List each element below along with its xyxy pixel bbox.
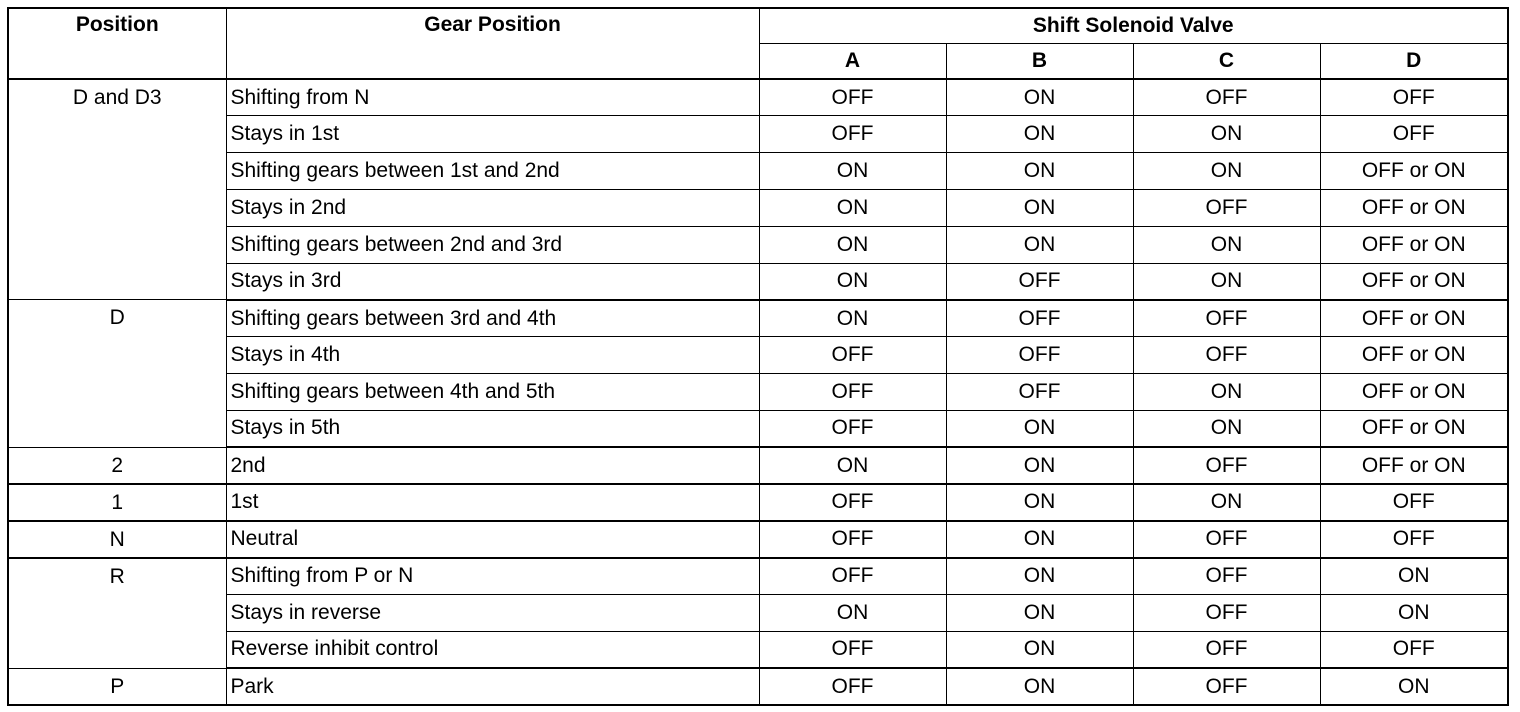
valve-c-cell: ON bbox=[1133, 226, 1320, 263]
table-row bbox=[8, 558, 1508, 595]
table-row bbox=[8, 668, 1508, 705]
valve-c-cell: ON bbox=[1133, 153, 1320, 190]
position-cell: N bbox=[8, 521, 226, 558]
valve-c-cell: OFF bbox=[1133, 668, 1320, 705]
gear-position-cell: Stays in reverse bbox=[226, 594, 759, 631]
valve-d-cell: OFF bbox=[1320, 631, 1508, 668]
valve-b-cell: ON bbox=[946, 668, 1133, 705]
valve-d-cell: OFF bbox=[1320, 521, 1508, 558]
table-row bbox=[8, 337, 1508, 374]
valve-c-cell: ON bbox=[1133, 374, 1320, 411]
gear-position-cell: Shifting gears between 3rd and 4th bbox=[226, 300, 759, 337]
gear-position-cell: Stays in 4th bbox=[226, 337, 759, 374]
gear-position-cell: Shifting gears between 2nd and 3rd bbox=[226, 226, 759, 263]
table-row bbox=[8, 521, 1508, 558]
valve-c-cell: OFF bbox=[1133, 521, 1320, 558]
valve-a-cell: OFF bbox=[759, 631, 946, 668]
valve-a-cell: OFF bbox=[759, 521, 946, 558]
table-row bbox=[8, 374, 1508, 411]
gear-position-cell: Shifting from P or N bbox=[226, 558, 759, 595]
valve-a-cell: ON bbox=[759, 189, 946, 226]
gear-position-cell: Stays in 5th bbox=[226, 410, 759, 447]
valve-d-cell: OFF or ON bbox=[1320, 447, 1508, 484]
gear-position-header: Gear Position bbox=[226, 8, 759, 79]
valve-a-cell: ON bbox=[759, 300, 946, 337]
valve-c-cell: OFF bbox=[1133, 558, 1320, 595]
valve-b-cell: ON bbox=[946, 631, 1133, 668]
table-row bbox=[8, 631, 1508, 668]
shift-solenoid-valve-header: Shift Solenoid Valve bbox=[759, 8, 1508, 43]
valve-b-cell: ON bbox=[946, 558, 1133, 595]
valve-c-cell: ON bbox=[1133, 410, 1320, 447]
table-row bbox=[8, 226, 1508, 263]
gear-position-cell: Shifting gears between 4th and 5th bbox=[226, 374, 759, 411]
valve-c-cell: OFF bbox=[1133, 79, 1320, 116]
gear-position-cell: Stays in 1st bbox=[226, 116, 759, 153]
valve-d-cell: OFF or ON bbox=[1320, 226, 1508, 263]
valve-d-cell: OFF or ON bbox=[1320, 189, 1508, 226]
gear-position-cell: Park bbox=[226, 668, 759, 705]
valve-b-cell: ON bbox=[946, 594, 1133, 631]
position-cell: 1 bbox=[8, 484, 226, 521]
valve-d-cell: OFF or ON bbox=[1320, 337, 1508, 374]
valve-c-cell: OFF bbox=[1133, 594, 1320, 631]
valve-d-cell: OFF bbox=[1320, 79, 1508, 116]
valve-b-cell: ON bbox=[946, 79, 1133, 116]
valve-d-cell: OFF or ON bbox=[1320, 410, 1508, 447]
table-row bbox=[8, 484, 1508, 521]
table-body bbox=[8, 79, 1508, 705]
table-row bbox=[8, 447, 1508, 484]
valve-a-cell: OFF bbox=[759, 79, 946, 116]
gear-position-cell: Neutral bbox=[226, 521, 759, 558]
valve-d-cell: ON bbox=[1320, 594, 1508, 631]
valve-b-cell: OFF bbox=[946, 263, 1133, 300]
valve-c-cell: OFF bbox=[1133, 447, 1320, 484]
valve-b-cell: OFF bbox=[946, 374, 1133, 411]
position-cell: P bbox=[8, 668, 226, 705]
valve-c-cell: ON bbox=[1133, 263, 1320, 300]
table-row bbox=[8, 189, 1508, 226]
shift-solenoid-table bbox=[7, 7, 1509, 706]
valve-c-cell: OFF bbox=[1133, 337, 1320, 374]
valve-b-cell: ON bbox=[946, 116, 1133, 153]
table-row bbox=[8, 410, 1508, 447]
valve-a-cell: ON bbox=[759, 153, 946, 190]
valve-d-cell: OFF or ON bbox=[1320, 263, 1508, 300]
valve-d-cell: ON bbox=[1320, 558, 1508, 595]
valve-c-cell: OFF bbox=[1133, 631, 1320, 668]
valve-b-cell: OFF bbox=[946, 337, 1133, 374]
valve-d-cell: OFF bbox=[1320, 484, 1508, 521]
position-cell: D bbox=[8, 300, 226, 447]
gear-position-cell: Shifting gears between 1st and 2nd bbox=[226, 153, 759, 190]
gear-position-cell: Shifting from N bbox=[226, 79, 759, 116]
valve-a-cell: ON bbox=[759, 263, 946, 300]
valve-d-cell: OFF bbox=[1320, 116, 1508, 153]
position-header: Position bbox=[8, 8, 226, 79]
valve-a-cell: ON bbox=[759, 226, 946, 263]
position-cell: D and D3 bbox=[8, 79, 226, 300]
table-row bbox=[8, 79, 1508, 116]
valve-a-cell: OFF bbox=[759, 668, 946, 705]
table-row bbox=[8, 263, 1508, 300]
valve-d-cell: OFF or ON bbox=[1320, 374, 1508, 411]
gear-position-cell: Reverse inhibit control bbox=[226, 631, 759, 668]
valve-b-cell: ON bbox=[946, 484, 1133, 521]
valve-a-cell: ON bbox=[759, 447, 946, 484]
valve-c-cell: OFF bbox=[1133, 300, 1320, 337]
valve-b-header: B bbox=[946, 43, 1133, 79]
valve-c-cell: ON bbox=[1133, 116, 1320, 153]
valve-d-header: D bbox=[1320, 43, 1508, 79]
valve-b-cell: ON bbox=[946, 410, 1133, 447]
table-row bbox=[8, 153, 1508, 190]
gear-position-cell: Stays in 3rd bbox=[226, 263, 759, 300]
valve-a-cell: OFF bbox=[759, 337, 946, 374]
valve-a-cell: OFF bbox=[759, 558, 946, 595]
position-cell: 2 bbox=[8, 447, 226, 484]
position-cell: R bbox=[8, 558, 226, 668]
valve-c-header: C bbox=[1133, 43, 1320, 79]
valve-b-cell: ON bbox=[946, 189, 1133, 226]
valve-b-cell: ON bbox=[946, 447, 1133, 484]
valve-b-cell: OFF bbox=[946, 300, 1133, 337]
table-row bbox=[8, 594, 1508, 631]
valve-c-cell: ON bbox=[1133, 484, 1320, 521]
valve-d-cell: OFF or ON bbox=[1320, 300, 1508, 337]
valve-b-cell: ON bbox=[946, 521, 1133, 558]
valve-a-cell: OFF bbox=[759, 484, 946, 521]
valve-a-header: A bbox=[759, 43, 946, 79]
gear-position-cell: 1st bbox=[226, 484, 759, 521]
table-row bbox=[8, 116, 1508, 153]
valve-c-cell: OFF bbox=[1133, 189, 1320, 226]
valve-b-cell: ON bbox=[946, 153, 1133, 190]
gear-position-cell: Stays in 2nd bbox=[226, 189, 759, 226]
valve-a-cell: OFF bbox=[759, 374, 946, 411]
table-row bbox=[8, 300, 1508, 337]
valve-a-cell: ON bbox=[759, 594, 946, 631]
valve-a-cell: OFF bbox=[759, 116, 946, 153]
valve-b-cell: ON bbox=[946, 226, 1133, 263]
valve-d-cell: ON bbox=[1320, 668, 1508, 705]
valve-a-cell: OFF bbox=[759, 410, 946, 447]
gear-position-cell: 2nd bbox=[226, 447, 759, 484]
valve-d-cell: OFF or ON bbox=[1320, 153, 1508, 190]
